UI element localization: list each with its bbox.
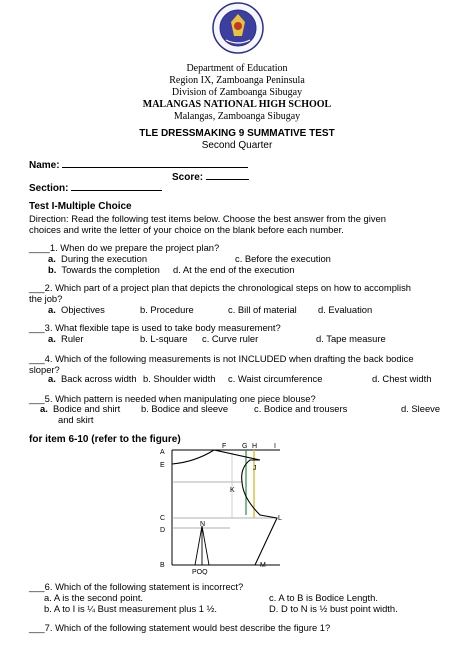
header-division: Division of Zamboanga Sibugay — [171, 87, 303, 98]
question-2-text-line1: ___2. Which part of a project plan that depicts the chronological steps on how to accomplish — [29, 282, 411, 293]
header-location: Malangas, Zamboanga Sibugay — [173, 111, 301, 122]
q5-choice-b[interactable]: b. Bodice and sleeve — [141, 403, 229, 414]
question-5-text: ___5. Which pattern is needed when manipulating one piece blouse? — [29, 393, 316, 404]
q2-choice-b[interactable]: b. Procedure — [140, 304, 194, 315]
name-label: Name: — [29, 160, 60, 171]
q3-choice-a[interactable]: a. Ruler — [48, 333, 84, 344]
q3-choice-c[interactable]: c. Curve ruler — [202, 333, 259, 344]
section-blank[interactable] — [71, 181, 162, 191]
header-school: MALANGAS NATIONAL HIGH SCHOOL — [142, 99, 332, 110]
answer-blank[interactable]: ____ — [29, 242, 50, 253]
q6-choice-b[interactable]: b. A to I is ¼ Bust measurement plus 1 ½. — [44, 603, 218, 614]
q4-choice-b[interactable]: b. Shoulder width — [143, 373, 216, 384]
q2-choice-a[interactable]: a. Objectives — [48, 304, 105, 315]
part1-direction-line2: choices and write the letter of your choice on the blank before each number. — [29, 224, 344, 235]
q5-choice-c[interactable]: c. Bodice and trousers — [254, 403, 348, 414]
q2-choice-d[interactable]: d. Evaluation — [318, 304, 373, 315]
q1-choice-d[interactable]: d. At the end of the execution — [173, 264, 295, 275]
fig-label-j: J — [253, 465, 257, 472]
q5-choice-a[interactable]: a. Bodice and shirt — [40, 403, 121, 414]
fig-label-d: D — [160, 527, 166, 534]
fig-label-poq: POQ — [192, 569, 208, 575]
section-field[interactable] — [29, 181, 162, 195]
test-quarter: Second Quarter — [201, 140, 273, 151]
header-region: Region IX, Zamboanga Peninsula — [169, 75, 305, 86]
fig-label-b: B — [160, 562, 165, 569]
q2-choice-c[interactable]: c. Bill of material — [228, 304, 297, 315]
question-4-text-line1: ___4. Which of the following measurements is not INCLUDED when drafting the back bodice — [29, 353, 414, 364]
fig-label-c: C — [160, 515, 166, 522]
bodice-draft-figure — [150, 440, 310, 575]
score-label: Score: — [172, 172, 204, 183]
section-label: Section: — [29, 183, 69, 194]
q6-choice-a[interactable]: a. A is the second point. — [44, 592, 144, 603]
q5-choice-d[interactable]: d. Sleeve — [401, 403, 441, 414]
question-7-text: ___7. Which of the following statement would best describe the figure 1? — [29, 622, 331, 633]
question-2-text-line2: the job? — [29, 293, 63, 304]
fig-label-h: H — [252, 443, 258, 450]
q4-choice-d[interactable]: d. Chest width — [372, 373, 432, 384]
q4-choice-a[interactable]: a. Back across width — [48, 373, 137, 384]
part1-heading: Test I-Multiple Choice — [29, 201, 132, 212]
fig-label-m: M — [260, 562, 266, 569]
fig-label-k: K — [230, 487, 235, 494]
q5-choice-a-continued: and skirt — [58, 414, 94, 425]
question-1-text: ____1. When do we prepare the project plan? — [29, 242, 220, 253]
fig-label-a: A — [160, 449, 165, 456]
test-title: TLE DRESSMAKING 9 SUMMATIVE TEST — [139, 128, 335, 139]
fig-label-l: L — [278, 515, 282, 522]
fig-label-e: E — [160, 462, 165, 469]
question-4-text-line2: sloper? — [29, 364, 60, 375]
figure-heading: for item 6-10 (refer to the figure) — [29, 434, 181, 445]
fig-label-f: F — [222, 443, 227, 450]
question-3-text: ___3. What flexible tape is used to take body measurement? — [29, 322, 281, 333]
name-blank[interactable] — [62, 158, 248, 168]
q1-choice-b[interactable]: b. Towards the completion — [48, 264, 160, 275]
q3-choice-b[interactable]: b. L-square — [140, 333, 188, 344]
score-field[interactable] — [172, 170, 249, 184]
score-blank[interactable] — [206, 170, 249, 180]
fig-label-n: N — [200, 521, 206, 528]
part1-direction-line1: Direction: Read the following test items below. Choose the best answer from the given — [29, 213, 386, 224]
q3-choice-d[interactable]: d. Tape measure — [316, 333, 386, 344]
q1-choice-a[interactable]: a. During the execution — [48, 253, 148, 264]
q1-choice-c[interactable]: c. Before the execution — [235, 253, 331, 264]
fig-label-i: I — [274, 443, 276, 450]
question-6-text: ___6. Which of the following statement is incorrect? — [29, 581, 244, 592]
q6-choice-c[interactable]: c. A to B is Bodice Length. — [269, 592, 378, 603]
fig-label-g: G — [242, 443, 248, 450]
q6-choice-d[interactable]: D. D to N is ½ bust point width. — [269, 603, 398, 614]
deped-seal-logo — [212, 2, 264, 54]
q4-choice-c[interactable]: c. Waist circumference — [228, 373, 323, 384]
header-dept: Department of Education — [186, 63, 288, 74]
